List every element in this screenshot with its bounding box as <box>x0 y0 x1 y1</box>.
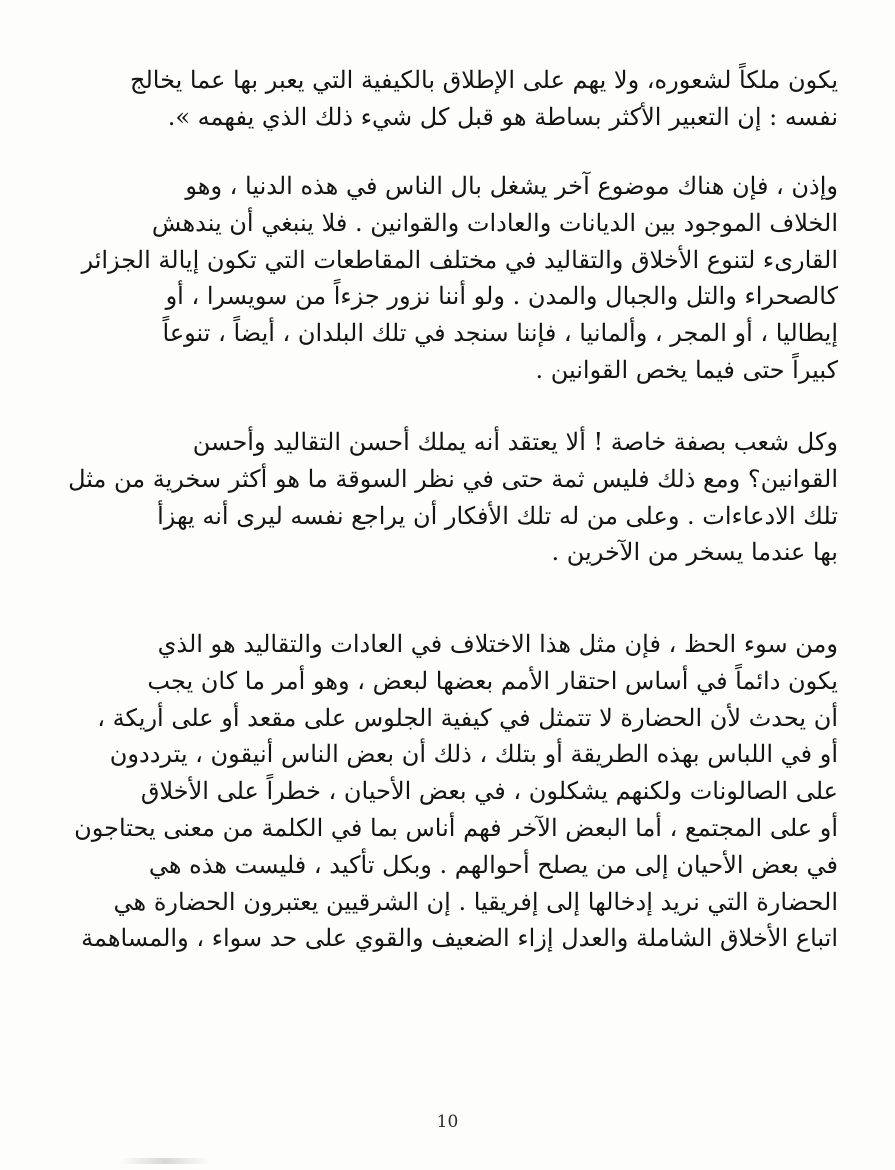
text-line: الخلاف الموجود بين الديانات والعادات والقوانين . فلا ينبغي أن يندهش <box>151 208 838 237</box>
text-line: وإذن ، فإن هناك موضوع آخر يشغل بال الناس في هذه الدنيا ، وهو <box>185 172 838 200</box>
scan-smudge <box>120 1158 210 1164</box>
text-line: على الصالونات ولكنهم يشكلون ، في بعض الأحيان ، خطراً على الأخلاق <box>140 777 838 806</box>
text-line: ومن سوء الحظ ، فإن مثل هذا الاختلاف في العادات والتقاليد هو الذي <box>157 630 838 658</box>
text-line: القوانين؟ ومع ذلك فليس ثمة حتى في نظر السوقة ما هو أكثر سخرية من مثل <box>68 464 838 493</box>
text-line: نفسه : إن التعبير الأكثر بساطة هو قبل كل شيء ذلك الذي يفهمه ». <box>167 102 838 131</box>
paragraph-4 <box>36 626 838 957</box>
text-line: يكون دائماً في أساس احتقار الأمم بعضها لبعض ، وهو أمر ما كان يجب <box>147 666 838 695</box>
paragraph-2 <box>36 168 838 389</box>
text-line: يكون ملكاً لشعوره، ولا يهم على الإطلاق بالكيفية التي يعبر بها عما يخالج <box>129 66 838 94</box>
text-line: القارىء لتنوع الأخلاق والتقاليد في مختلف المقاطعات التي تكون إيالة الجزائر <box>81 245 838 274</box>
text-line: بها عندما يسخر من الآخرين . <box>551 538 838 567</box>
paragraph-1 <box>36 62 838 136</box>
text-line: وكل شعب بصفة خاصة ! ألا يعتقد أنه يملك أحسن التقاليد وأحسن <box>192 428 838 456</box>
text-line: أو على المجتمع ، أما البعض الآخر فهم أناس بما في الكلمة من معنى يحتاجون <box>74 813 838 842</box>
text-line: إيطاليا ، أو المجر ، وألمانيا ، فإننا سنجد في تلك البلدان ، أيضاً ، تنوعاً <box>162 319 838 348</box>
page-number: 10 <box>436 1112 459 1132</box>
paragraph-3 <box>36 424 838 571</box>
text-line: أو في اللباس بهذه الطريقة أو بتلك ، ذلك أن بعض الناس أنيقون ، يترددون <box>109 740 838 769</box>
text-line: كبيراً حتى فيما يخص القوانين . <box>535 355 838 384</box>
text-line: تلك الادعاءات . وعلى من له تلك الأفكار أن يراجع نفسه ليرى أنه يهزأ <box>157 501 838 530</box>
text-line: كالصحراء والتل والجبال والمدن . ولو أننا نزور جزءاً من سويسرا ، أو <box>165 282 838 311</box>
text-line: الحضارة التي نريد إدخالها إلى إفريقيا . إن الشرقيين يعتبرون الحضارة هي <box>113 887 838 916</box>
text-line: في بعض الأحيان إلى من يصلح أحوالهم . وبكل تأكيد ، فليست هذه هي <box>148 850 838 879</box>
text-line: أن يحدث لأن الحضارة لا تتمثل في كيفية الجلوس على مقعد أو على أريكة ، <box>97 703 838 732</box>
text-line: اتباع الأخلاق الشاملة والعدل إزاء الضعيف والقوي على حد سواء ، والمساهمة <box>81 924 838 953</box>
